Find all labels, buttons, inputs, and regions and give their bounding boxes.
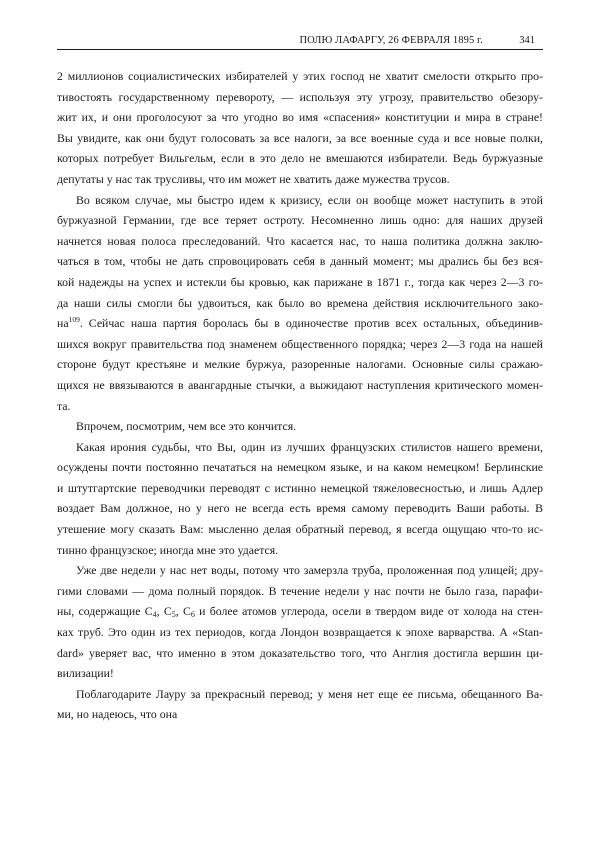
subscript: 6 xyxy=(190,610,195,620)
paragraph-3 xyxy=(57,416,543,437)
text-fragment: и более атомов углерода, осели в твердом виде от холода на стен- xyxy=(194,604,543,619)
text-line: чаться в том, чтобы не дать спровоцировать себя в данный момент; мы дрались бы без вся- xyxy=(57,254,543,269)
subscript: 4 xyxy=(152,610,157,620)
text-fragment: ны, содержащие C xyxy=(57,604,153,619)
text-line: которых потребует Вильгельм, если в это дело не вмешаются избиратели. Ведь буржуазные xyxy=(57,151,543,166)
text-line: стороне будут крестьяне и мелкие буржуа, разоренные налогами. Основные силы сражаю- xyxy=(57,357,543,372)
header-title: ПОЛЮ ЛАФАРГУ, 26 ФЕВРАЛЯ 1895 г. xyxy=(299,35,483,46)
footnote-ref: 109 xyxy=(68,315,80,325)
text-line: кой надежды на успех и истекли бы кровью, как парижане в 1871 г., тогда как через 2—3 го- xyxy=(57,274,543,289)
paragraph-6 xyxy=(57,684,543,725)
text-line: жит их, и они проголосуют за что угодно во имя «спасения» конституции и мира в стране! xyxy=(57,110,543,125)
text-line xyxy=(57,313,543,334)
text-line: та. xyxy=(57,398,71,413)
page-number: 341 xyxy=(519,35,535,46)
text-line: щихся не ввязываются в авангардные стычки, а выжидают наступления критического момен- xyxy=(57,377,543,392)
text-line: вилизации! xyxy=(57,666,114,681)
text-line: гими словами — дома полный порядок. В течение недели у нас почти не было газа, парафи- xyxy=(57,583,543,598)
text-line: и штутгартские переводчики переводят с истинно немецкой тяжеловесностью, и лишь Адлер xyxy=(57,480,543,495)
text-fragment: , C xyxy=(156,604,172,619)
text-fragment: , C xyxy=(175,604,191,619)
text-line: Впрочем, посмотрим, чем все это кончится. xyxy=(76,419,297,434)
text-line: утешение могу сказать Вам: мысленно делая обратный перевод, я всегда ощущаю что-то ис- xyxy=(57,522,543,537)
text-line: тинно французское; иногда мне это удается. xyxy=(57,542,279,557)
text-line: тивостоять государственному перевороту, — используя эту угрозу, правительство обезору- xyxy=(57,89,543,104)
text-line: dard» уверяет вас, что именно в этом доказательство того, что Англия достигла вершин ци- xyxy=(57,645,543,660)
text-line: депутаты у нас так трусливы, что им может не хватить даже мужества трусов. xyxy=(57,171,450,186)
paragraph-5 xyxy=(57,560,543,684)
subscript: 5 xyxy=(171,610,176,620)
text-fragment: . Сейчас наша партия боролась бы в одиночестве против всех остальных, объединив- xyxy=(79,316,543,331)
paragraph-4 xyxy=(57,437,543,561)
text-line: Какая ирония судьбы, что Вы, один из лучших французских стилистов нашего времени, xyxy=(76,439,543,454)
text-fragment: на xyxy=(57,316,69,331)
text-line xyxy=(57,601,543,622)
letter-body xyxy=(57,66,543,725)
text-line: шихся вокруг правительства под знаменем общественного порядка; через 2—3 года на нашей xyxy=(57,336,543,351)
text-line: воздает Вам должное, но у него не всегда есть время самому переводить Ваши работы. В xyxy=(57,501,543,516)
paragraph-2 xyxy=(57,190,543,417)
text-line: ках труб. Это один из тех периодов, когда Лондон возвращается к эпохе варварства. А «Stan- xyxy=(57,625,543,640)
paragraph-1 xyxy=(57,66,543,190)
text-line: начнется новая полоса преследований. Что касается нас, то наша политика должна заклю- xyxy=(57,233,543,248)
text-line: Вы увидите, как они будут голосовать за все налоги, за все военные суда и все новые полки, xyxy=(57,130,543,145)
text-line: 2 миллионов социалистических избирателей у этих господ не хватит смелости открыто про- xyxy=(57,69,543,83)
text-line: осуждены почти постоянно печататься на немецком языке, и на каком немецком! Берлинские xyxy=(57,460,543,475)
text-line: ми, но надеюсь, что она xyxy=(57,707,178,722)
text-line: Поблагодарите Лауру за прекрасный перевод; у меня нет еще ее письма, обещанного Ва- xyxy=(76,686,543,701)
running-header xyxy=(57,34,543,48)
text-line: Уже две недели у нас нет воды, потому что замерзла труба, проложенная под улицей; дру- xyxy=(76,563,543,578)
text-line: да наши силы смогли бы удвоиться, как было во времена действия исключительного зако- xyxy=(57,295,543,310)
text-line: буржуазной Германии, где все теряет остроту. Несомненно лишь одно: для наших друзей xyxy=(57,213,543,228)
header-divider xyxy=(57,49,543,50)
text-line: Во всяком случае, мы быстро идем к кризису, если он вообще может наступить в этой xyxy=(76,192,543,207)
